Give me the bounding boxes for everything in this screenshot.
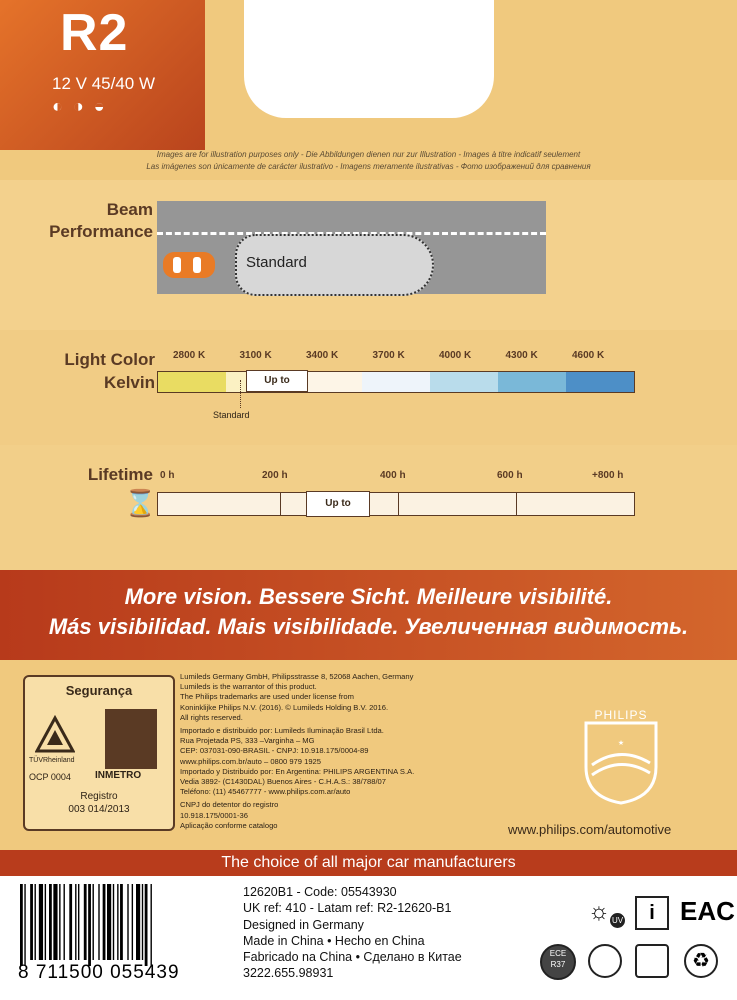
lifetime-tick: 200 h <box>262 470 288 481</box>
product-model: R2 <box>60 4 129 62</box>
certification-box <box>23 675 175 831</box>
standard-beam-area <box>235 234 434 296</box>
barcode-bar <box>107 884 111 960</box>
philips-wordmark: PHILIPS <box>594 708 648 722</box>
barcode-bar <box>59 884 60 960</box>
code-line2: UK ref: 410 - Latam ref: R2-12620-B1 <box>243 901 452 916</box>
color-temp-tick: 4000 K <box>439 350 472 361</box>
recycle-icon: ♻ <box>684 944 718 978</box>
legal-line: Lumileds is the warrantor of this product. <box>180 682 317 692</box>
color-segment <box>158 372 226 392</box>
inmetro-label: INMETRO <box>95 770 142 781</box>
beam-label-1: Beam <box>106 200 153 219</box>
ece-homologated-icon: ECE R37 <box>540 944 576 980</box>
barcode-bar <box>132 884 133 960</box>
barcode-bar <box>88 884 91 966</box>
light-color-label: Light Color <box>64 350 155 369</box>
barcode-bar <box>39 884 43 960</box>
hang-hole <box>244 0 494 118</box>
high-beam-icon: ◑ <box>72 96 94 116</box>
barcode-number: 8 711500 055439 <box>18 962 180 983</box>
barcode-bar <box>145 884 148 966</box>
product-codes <box>243 884 462 982</box>
color-segment <box>498 372 566 392</box>
slogan-line2: Más visibilidad. Mais visibilidade. Увеличенная видимость. <box>48 614 689 639</box>
slogan-banner <box>0 570 737 660</box>
color-temp-tick: 4300 K <box>505 350 538 361</box>
barcode <box>18 884 228 966</box>
uv-filter-icon: ☼ <box>588 898 610 925</box>
color-temp-tick: 2800 K <box>173 350 206 361</box>
fog-beam-icon: ◒ <box>93 96 115 116</box>
barcode-bar <box>53 884 57 960</box>
standard-beam-label: Standard <box>246 254 307 271</box>
barcode-bar <box>24 884 25 966</box>
tagline-bar: The choice of all major car manufacturers <box>0 850 737 876</box>
lifetime-tick: 600 h <box>497 470 523 481</box>
registro-number: 003 014/2013 <box>68 804 130 815</box>
legal-line: Aplicação conforme catalogo <box>180 820 278 830</box>
legal-line: Importado y Distribuido por: En Argentina: PHILIPS ARGENTINA S.A. <box>180 766 415 776</box>
lifetime-tick: 0 h <box>160 470 175 481</box>
barcode-bar <box>78 884 79 960</box>
legal-line: 10.918.175/0001-36 <box>180 810 248 820</box>
info-icon: i <box>635 896 669 930</box>
barcode-bar <box>151 884 152 966</box>
barcode-bar <box>103 884 106 960</box>
barcode-bar <box>69 884 72 960</box>
barcode-bar <box>113 884 114 960</box>
color-temp-tick: 3400 K <box>306 350 339 361</box>
product-specs: 12 V 45/40 W <box>52 74 156 93</box>
tuv-label: TÜVRheinland <box>29 757 75 764</box>
code-line6: 3222.655.98931 <box>243 966 334 981</box>
legal-line: All rights reserved. <box>180 712 243 722</box>
beam-icons <box>52 96 115 117</box>
color-segment <box>430 372 498 392</box>
legal-line: CNPJ do detentor do registro <box>180 800 279 810</box>
barcode-bar <box>142 884 143 960</box>
barcode-bar <box>136 884 140 960</box>
registro-label: Registro <box>80 791 118 802</box>
legal-line: Rua Projetada PS, 333 –Varginha – MG <box>180 736 315 746</box>
standard-marker-label: Standard <box>213 410 250 420</box>
code-line3: Designed in Germany <box>243 917 364 932</box>
lifetime-tick: 400 h <box>380 470 406 481</box>
certification-title: Segurança <box>65 683 133 698</box>
brand-url[interactable]: www.philips.com/automotive <box>508 822 672 837</box>
lifetime-label: Lifetime <box>87 465 153 484</box>
code-line5: Fabricado na China • Сделано в Китае <box>243 950 462 965</box>
disclaimer-line1: Images are for illustration purposes only - Die Abbildungen dienen nur zur Illustration - Images à titre indicatif seulement <box>156 150 581 159</box>
eac-label: EAC <box>680 896 735 926</box>
beam-label-2: Performance <box>49 222 153 241</box>
bulb-pins-icon <box>635 944 669 978</box>
lifetime-tick: +800 h <box>592 470 624 481</box>
color-segment <box>566 372 634 392</box>
legal-line: Teléfono: (11) 45467777 - www.philips.com.ar/auto <box>180 787 351 797</box>
product-badge <box>0 0 205 150</box>
standard-marker-line <box>240 380 241 408</box>
legal-line: Lumileds Germany GmbH, Philipsstrasse 8, 52068 Aachen, Germany <box>180 672 414 681</box>
color-temp-tick: 3100 K <box>239 350 272 361</box>
barcode-bar <box>127 884 128 960</box>
barcode-bar <box>30 884 33 960</box>
no-touch-glass-icon <box>588 944 622 978</box>
legal-line: Koninklijke Philips N.V. (2016). © Lumileds Holding B.V. 2016. <box>180 702 389 712</box>
svg-text:★: ★ <box>617 740 625 747</box>
barcode-bar <box>93 884 94 960</box>
kelvin-label: Kelvin <box>103 373 155 392</box>
uv-label: UV <box>610 913 625 928</box>
car-icon <box>163 252 215 278</box>
barcode-bar <box>117 884 118 960</box>
legal-line: The Philips trademarks are used under license from <box>180 692 354 702</box>
code-line4: Made in China • Hecho en China <box>243 933 425 948</box>
barcode-bar <box>75 884 76 960</box>
legal-line: Vedia 3892- (C1430DAL) Buenos Aires - C.H.A.S.: 38/788/07 <box>180 777 386 787</box>
color-temp-tick: 4600 K <box>572 350 605 361</box>
color-temp-bar <box>157 371 635 393</box>
color-temp-up-to: Up to <box>246 370 308 392</box>
legal-line: www.philips.com.br/auto – 0800 979 1925 <box>180 756 321 766</box>
tuv-triangle-icon <box>35 715 75 755</box>
barcode-bar <box>20 884 23 966</box>
barcode-bar <box>49 884 52 960</box>
barcode-bar <box>120 884 123 960</box>
barcode-bar <box>35 884 36 960</box>
ocp-label: OCP 0004 <box>29 772 71 782</box>
code-line1: 12620B1 - Code: 05543930 <box>243 885 397 899</box>
slogan-line1: More vision. Bessere Sicht. Meilleure visibilité. <box>124 584 613 609</box>
hourglass-icon: ⌛ <box>124 488 157 518</box>
color-segment <box>362 372 430 392</box>
disclaimer-line2: Las imágenes son únicamente de carácter ilustrativo - Imagens meramente ilustrativas - Фото изображений для сравнения <box>146 162 591 171</box>
lifetime-bar <box>157 492 635 516</box>
inmetro-logo-icon <box>105 709 157 769</box>
barcode-bar <box>98 884 99 960</box>
barcode-bar <box>84 884 87 960</box>
legal-line: CEP: 037031-090-BRASIL - CNPJ: 10.918.175/0004-89 <box>180 746 369 756</box>
low-beam-icon: ◐ <box>52 96 73 116</box>
barcode-bar <box>64 884 65 960</box>
lifetime-up-to: Up to <box>306 491 370 517</box>
barcode-bar <box>45 884 46 960</box>
legal-line: Importado e distribuido por: Lumileds Iluminação Brasil Ltda. <box>180 726 384 736</box>
color-temp-tick: 3700 K <box>372 350 405 361</box>
legal-text <box>180 672 480 831</box>
